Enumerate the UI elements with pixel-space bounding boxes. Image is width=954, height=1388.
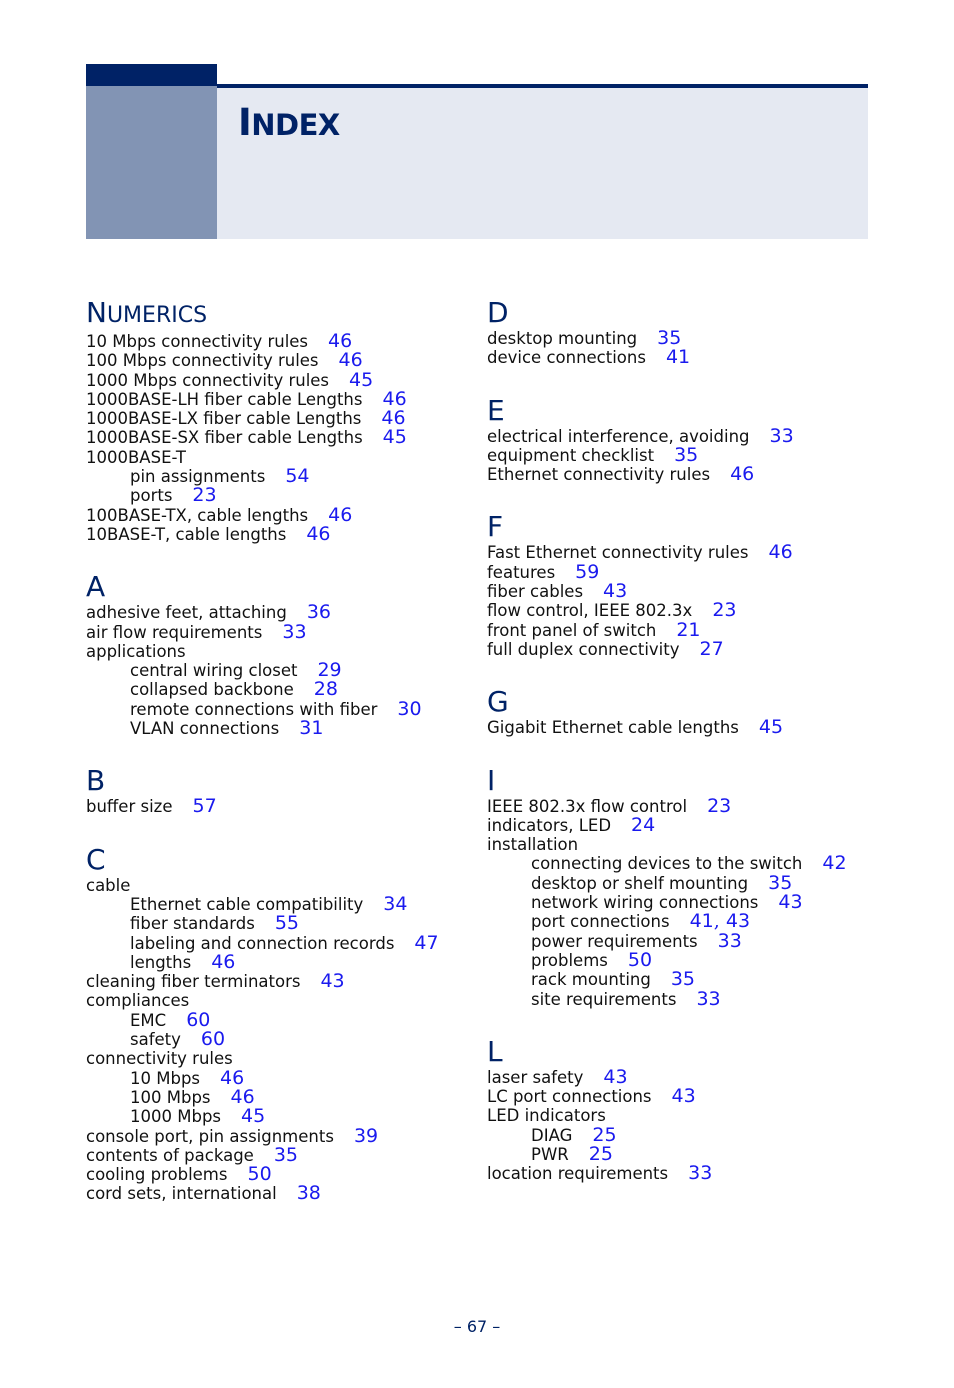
index-entry — [487, 1087, 867, 1106]
entry-text: PWR — [531, 1145, 569, 1165]
entry-text: desktop or shelf mounting — [531, 873, 749, 893]
entry-text: 1000BASE-LH fiber cable Lengths — [86, 389, 363, 409]
index-section — [487, 764, 867, 1009]
page-link[interactable]: 21 — [676, 618, 701, 641]
page-link[interactable]: 23 — [192, 484, 217, 507]
entry-text: indicators, LED — [487, 815, 612, 835]
page-link[interactable]: 46 — [768, 541, 793, 564]
index-entry — [86, 428, 466, 447]
entry-text: buffer size — [86, 797, 173, 817]
page-link[interactable]: 46 — [328, 503, 353, 526]
page-link[interactable]: 59 — [575, 560, 600, 583]
index-entry — [487, 543, 867, 562]
page-link[interactable]: 43 — [725, 910, 751, 933]
page-link[interactable]: 35 — [657, 327, 682, 349]
index-section — [86, 296, 466, 544]
index-entry — [86, 972, 466, 991]
entry-text: central wiring closet — [130, 661, 298, 681]
page-link[interactable]: 29 — [317, 659, 342, 682]
page-link[interactable]: 35 — [674, 443, 699, 466]
page-title — [238, 100, 340, 148]
page-link[interactable]: 60 — [200, 1028, 226, 1051]
index-entry — [487, 348, 867, 367]
index-entry — [487, 443, 867, 466]
entry-text: rack mounting — [531, 970, 651, 990]
index-entry — [86, 368, 466, 391]
entry-text: Ethernet connectivity rules — [487, 465, 711, 485]
index-entry — [86, 351, 466, 370]
entry-text: adhesive feet, attaching — [86, 603, 287, 623]
index-entry — [487, 582, 867, 601]
entry-text: 10 Mbps — [130, 1068, 201, 1088]
page-link[interactable]: 27 — [699, 637, 724, 660]
entry-text: 1000BASE-T — [86, 447, 187, 467]
index-entry — [487, 618, 867, 641]
section-letter: F — [487, 510, 504, 544]
page-link[interactable]: 46 — [328, 330, 353, 352]
page-link[interactable]: 43 — [603, 1065, 628, 1088]
page-link[interactable]: 31 — [299, 717, 324, 740]
page-link[interactable]: 45 — [349, 368, 374, 391]
page-link[interactable]: 24 — [631, 813, 656, 836]
index-entry — [487, 601, 867, 620]
entry-text: remote connections with fiber — [130, 699, 378, 719]
page-link[interactable]: 45 — [382, 426, 407, 449]
entry-text: problems — [531, 950, 608, 970]
entry-text: collapsed backbone — [130, 680, 294, 700]
section-letter: E — [487, 393, 505, 427]
entry-text: equipment checklist — [487, 445, 655, 465]
entry-text: labeling and connection records — [130, 933, 395, 953]
section-letter: A — [86, 570, 106, 604]
section-letter: L — [487, 1034, 503, 1068]
page-link[interactable]: 23 — [707, 794, 732, 817]
section-letter: D — [487, 296, 509, 329]
page-link[interactable]: 43 — [671, 1085, 696, 1108]
entry-text: cooling problems — [86, 1165, 228, 1185]
page-link[interactable]: 39 — [353, 1124, 379, 1147]
entry-text: compliances — [86, 991, 190, 1011]
index-subentry — [487, 1123, 867, 1146]
index-section — [487, 510, 867, 659]
index-subentry — [86, 719, 466, 738]
page-link[interactable]: 54 — [285, 465, 310, 488]
entry-text: Ethernet cable compatibility — [130, 894, 364, 914]
entry-text: installation — [487, 835, 579, 855]
page-link[interactable]: 43 — [778, 891, 803, 914]
page-link[interactable]: 33 — [696, 987, 721, 1010]
entry-text: Fast Ethernet connectivity rules — [487, 543, 749, 563]
page-link[interactable]: 35 — [768, 871, 793, 894]
page-link[interactable]: 45 — [758, 716, 784, 739]
entry-text: applications — [86, 641, 186, 661]
page-link[interactable]: 60 — [186, 1008, 211, 1031]
section-letter: NUMERICS — [86, 296, 208, 329]
index-entry — [86, 409, 466, 428]
entry-text: 10BASE-T, cable lengths — [86, 524, 287, 544]
entry-text: VLAN connections — [130, 719, 280, 739]
section-letter: G — [487, 685, 509, 719]
entry-text: connectivity rules — [86, 1049, 233, 1069]
entry-text: electrical interference, avoiding — [487, 426, 750, 446]
page-link[interactable]: 41 — [665, 346, 691, 369]
entry-text: pin assignments — [130, 467, 266, 487]
page-link[interactable]: 38 — [296, 1182, 321, 1205]
section-letter: B — [86, 764, 106, 798]
page-link[interactable]: 30 — [397, 697, 422, 720]
entry-text: full duplex connectivity — [487, 639, 680, 659]
page-link[interactable]: 43 — [603, 580, 628, 603]
index-entry — [487, 718, 867, 737]
index-subentry — [487, 1145, 867, 1164]
page-link[interactable]: 46 — [382, 387, 407, 410]
page-link[interactable]: 50 — [247, 1163, 272, 1186]
entry-text: cleaning fiber terminators — [86, 972, 301, 992]
entry-text: device connections — [487, 348, 646, 368]
page-link[interactable]: 42 — [822, 852, 847, 875]
entry-text: 100 Mbps connectivity rules — [86, 351, 319, 371]
entry-text: connecting devices to the switch — [531, 854, 803, 874]
index-subentry — [86, 680, 466, 699]
index-entry — [487, 465, 867, 484]
page-link[interactable]: 45 — [241, 1105, 266, 1128]
entry-text: 1000 Mbps — [130, 1107, 222, 1127]
page-link[interactable]: 41 — [689, 910, 714, 933]
index-entry — [487, 424, 867, 447]
entry-text: 10 Mbps connectivity rules — [86, 332, 309, 351]
index-column-left — [86, 296, 466, 1230]
entry-text: 1000 Mbps connectivity rules — [86, 370, 330, 390]
entry-text: LED indicators — [487, 1106, 606, 1126]
page-link[interactable]: 35 — [670, 968, 696, 991]
page-title-initial: I — [238, 101, 252, 144]
index-subentry — [86, 1030, 466, 1049]
entry-text: front panel of switch — [487, 620, 657, 640]
index-section — [487, 685, 867, 737]
page-link[interactable]: 46 — [381, 407, 406, 430]
entry-text: cable — [86, 875, 131, 895]
page-link[interactable]: 25 — [592, 1123, 617, 1146]
page-link[interactable]: 50 — [627, 948, 653, 971]
index-entry — [86, 387, 466, 410]
entry-text: ports — [130, 486, 173, 506]
header-side-block-top — [86, 64, 217, 86]
index-entry — [487, 1106, 867, 1125]
page-link[interactable]: 46 — [230, 1085, 255, 1108]
page-title-rest: NDEX — [251, 108, 340, 142]
index-subentry — [86, 697, 466, 720]
entry-text: flow control, IEEE 802.3x — [487, 601, 693, 621]
index-entry — [86, 1143, 466, 1166]
entry-text: LC port connections — [487, 1087, 652, 1107]
index-entry — [86, 991, 466, 1010]
index-subentry — [487, 970, 867, 989]
page-link[interactable]: 33 — [717, 929, 742, 952]
index-section — [86, 764, 466, 816]
entry-text: 1000BASE-SX fiber cable Lengths — [86, 428, 363, 448]
page-link[interactable]: 55 — [274, 912, 300, 935]
index-entry — [487, 835, 867, 854]
index-entry — [86, 503, 466, 526]
entry-text: air flow requirements — [86, 622, 263, 642]
entry-text: desktop mounting — [487, 329, 638, 348]
section-letter: I — [487, 763, 496, 797]
entry-text: lengths — [130, 952, 192, 972]
index-subentry — [86, 1085, 466, 1108]
index-entry — [86, 1165, 466, 1184]
entry-text: safety — [130, 1030, 181, 1050]
entry-text: contents of package — [86, 1145, 254, 1165]
index-subentry — [487, 854, 867, 873]
index-entry — [86, 797, 466, 816]
index-subentry — [86, 931, 466, 954]
entry-text: cord sets, international — [86, 1184, 277, 1204]
entry-text: network wiring connections — [531, 893, 759, 913]
entry-text: Gigabit Ethernet cable lengths — [487, 718, 739, 738]
index-column-right — [487, 296, 867, 1210]
page-link[interactable]: 28 — [313, 678, 338, 701]
index-entry — [86, 448, 466, 467]
entry-text: fiber cables — [487, 582, 584, 602]
page-link[interactable]: 57 — [192, 795, 217, 818]
page-link[interactable]: 23 — [712, 599, 737, 622]
index-section — [86, 843, 466, 1204]
page-link[interactable]: 46 — [730, 463, 755, 486]
index-subentry — [86, 661, 466, 680]
page-link[interactable]: 25 — [588, 1143, 613, 1166]
page-link[interactable]: 46 — [211, 950, 236, 973]
index-subentry — [86, 1008, 466, 1031]
index-subentry — [86, 467, 466, 486]
index-entry — [487, 794, 867, 817]
index-subentry — [86, 914, 466, 933]
page-number: – 67 – — [453, 1317, 501, 1336]
index-entry — [86, 1124, 466, 1147]
entry-text: EMC — [130, 1010, 167, 1030]
entry-text: console port, pin assignments — [86, 1126, 334, 1146]
page-link[interactable]: 33 — [769, 424, 794, 447]
index-entry — [86, 603, 466, 622]
section-letter: C — [86, 842, 106, 876]
entry-text: 1000BASE-LX fiber cable Lengths — [86, 409, 362, 429]
index-subentry — [487, 987, 867, 1010]
index-subentry — [487, 893, 867, 912]
entry-text: 100 Mbps — [130, 1087, 211, 1107]
index-subentry: port connections 41, 43 — [531, 910, 751, 933]
entry-text: port connections — [531, 912, 670, 932]
index-subentry — [86, 486, 466, 505]
index-section — [487, 296, 867, 368]
header-side-block — [86, 64, 217, 239]
index-entry — [487, 813, 867, 836]
index-entry — [86, 1184, 466, 1203]
page-link[interactable]: 43 — [320, 970, 345, 993]
entry-text: DIAG — [531, 1125, 573, 1145]
index-entry — [86, 522, 466, 545]
page-link[interactable]: 46 — [338, 349, 363, 372]
index-subentry — [487, 929, 867, 952]
index-subentry — [487, 871, 867, 894]
index-entry — [86, 876, 466, 895]
page-link[interactable]: 36 — [306, 601, 331, 624]
index-entry — [86, 1049, 466, 1068]
entry-text: location requirements — [487, 1164, 669, 1184]
index-entry — [487, 637, 867, 660]
entry-text: fiber standards — [130, 914, 255, 934]
index-section — [86, 570, 466, 738]
index-entry — [86, 620, 466, 643]
entry-text: site requirements — [531, 989, 677, 1009]
page-link[interactable]: 47 — [414, 931, 439, 954]
index-subentry — [86, 950, 466, 973]
index-section — [487, 394, 867, 485]
page-link[interactable]: 33 — [282, 620, 307, 643]
index-entry — [487, 1164, 867, 1183]
index-entry — [86, 332, 466, 351]
index-section — [487, 1035, 867, 1184]
page-link[interactable]: 33 — [688, 1162, 713, 1185]
page-link[interactable]: 34 — [383, 892, 408, 915]
page-link[interactable]: 46 — [306, 522, 331, 545]
entry-text: features — [487, 562, 556, 582]
index-entry — [86, 642, 466, 661]
index-subentry — [86, 1066, 466, 1089]
entry-text: power requirements — [531, 931, 698, 951]
page-link[interactable]: 35 — [273, 1143, 299, 1166]
entry-text: 100BASE-TX, cable lengths — [86, 505, 309, 525]
entry-text: laser safety — [487, 1067, 584, 1087]
entry-text: IEEE 802.3x flow control — [487, 796, 688, 816]
page-link[interactable]: 46 — [220, 1066, 245, 1089]
index-subentry — [86, 1107, 466, 1126]
index-entry — [487, 560, 867, 583]
